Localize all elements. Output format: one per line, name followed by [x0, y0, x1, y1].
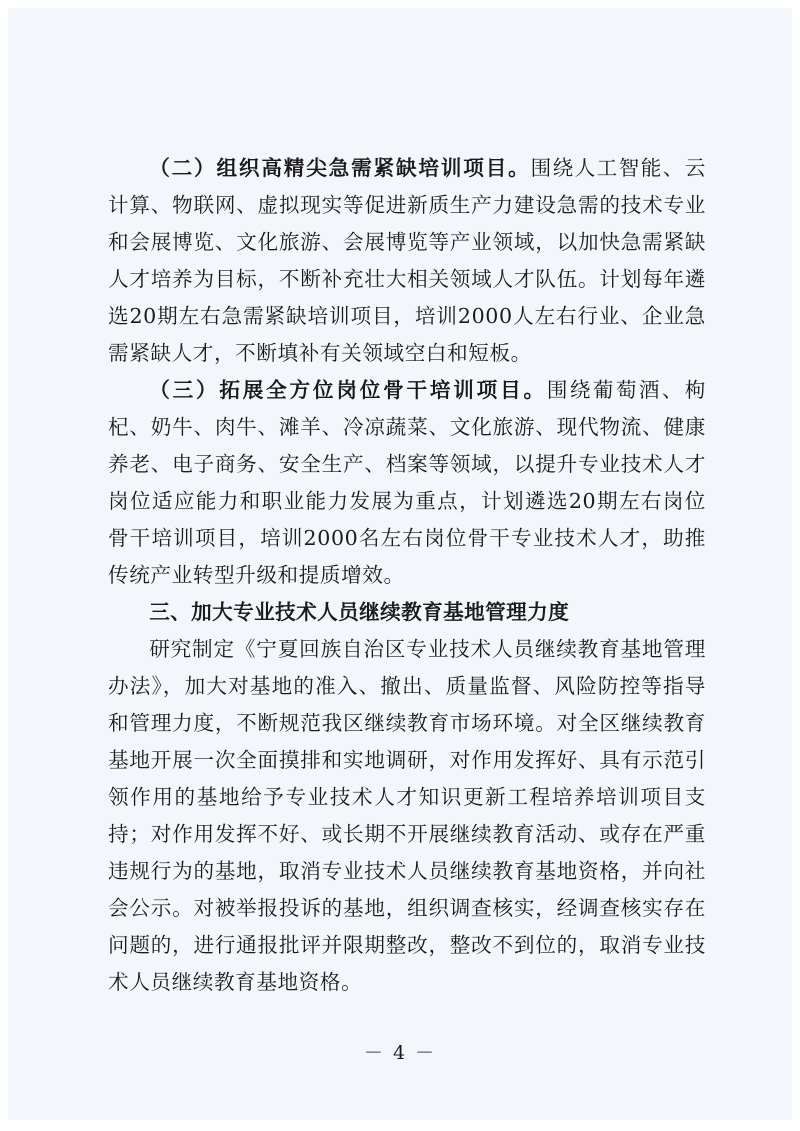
section-heading: 三、加大专业技术人员继续教育基地管理力度	[149, 600, 570, 624]
subheading-backbone-training: （三）拓展全方位岗位骨干培训项目。	[149, 378, 547, 402]
paragraph-text: 围绕人工智能、云计算、物联网、虚拟现实等促进新质生产力建设急需的技术专业和会展博览、文化旅游、会展博览等产业领域，以加快急需紧缺人才培养为目标，不断补充壮大相关领域人才队伍。计划每年遴选20期左右急需紧缺培训项目，培训2000人左右行业、企业急需紧缺人才，不断填补有关领域空白和短板。	[108, 156, 706, 365]
paragraph-text: 围绕葡萄酒、枸杞、奶牛、肉牛、滩羊、冷凉蔬菜、文化旅游、现代物流、健康养老、电子商务、安全生产、档案等领域，以提升专业技术人才岗位适应能力和职业能力发展为重点，计划遴选20期左右岗位骨干培训项目，培训2000名左右岗位骨干专业技术人才，助推传统产业转型升级和提质增效。	[108, 378, 707, 587]
paragraph-emergency-training	[108, 150, 706, 372]
paragraph-base-management: 研究制定《宁夏回族自治区专业技术人员继续教育基地管理办法》，加大对基地的准入、撤出、质量监督、风险防控等指导和管理力度，不断规范我区继续教育市场环境。对全区继续教育基地开展一次全面摸排和实地调研，对作用发挥好、具有示范引领作用的基地给予专业技术人才知识更新工程培养培训项目支持；对作用发挥不好、或长期不开展继续教育活动、或存在严重违规行为的基地，取消专业技术人员继续教育基地资格，并向社会公示。对被举报投诉的基地，组织调查核实，经调查核实存在问题的，进行通报批评并限期整改，整改不到位的，取消专业技术人员继续教育基地资格。	[108, 637, 706, 994]
subheading-emergency-training: （二）组织高精尖急需紧缺培训项目。	[149, 156, 531, 180]
document-page	[8, 8, 792, 1120]
page-number: － 4 －	[363, 1042, 437, 1064]
document-body	[108, 150, 706, 1001]
paragraph-backbone-training	[108, 372, 706, 594]
